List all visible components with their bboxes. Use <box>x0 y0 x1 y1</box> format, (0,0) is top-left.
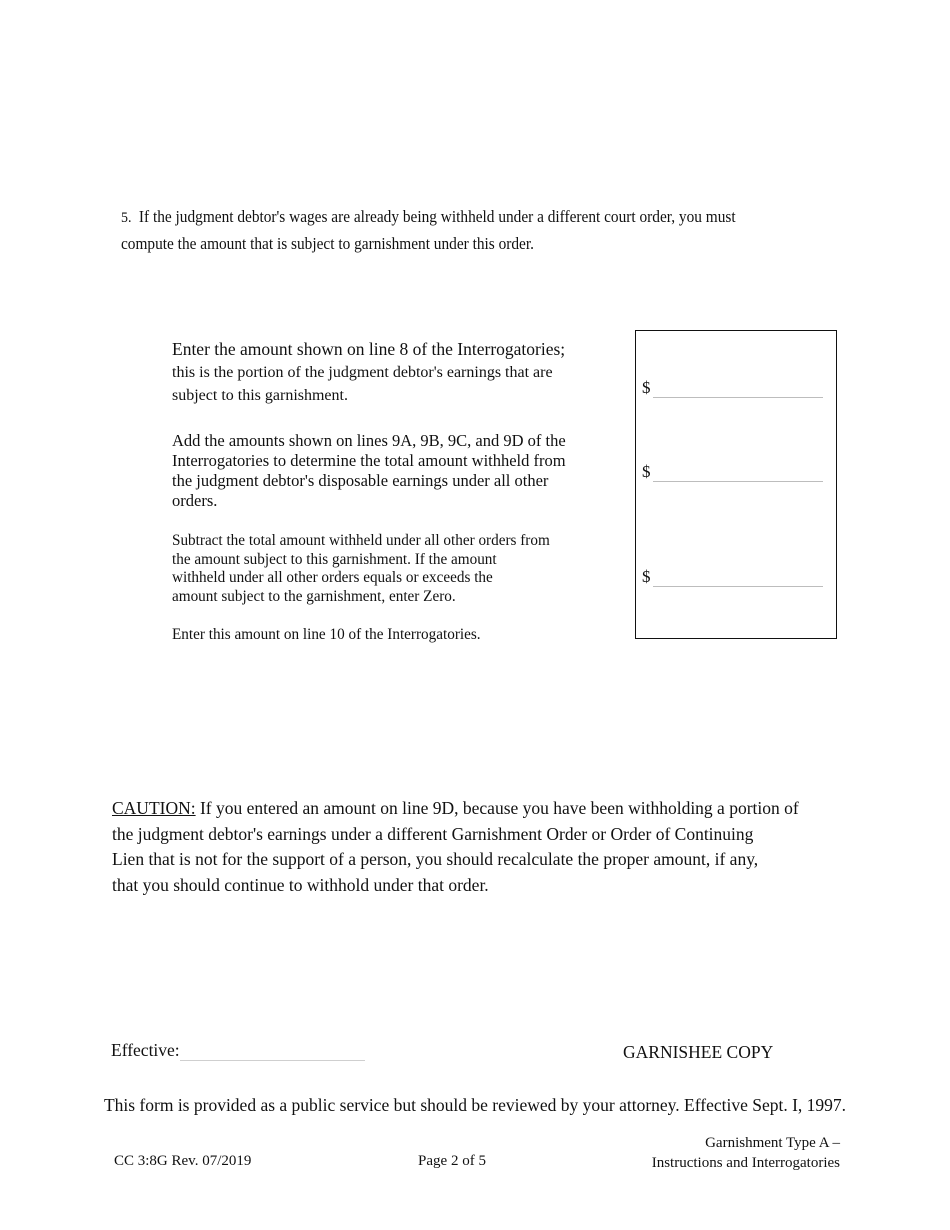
form-type-line-2: Instructions and Interrogatories <box>651 1155 840 1171</box>
caution-line: that you should continue to withhold under that order. <box>112 874 489 895</box>
instruction-step-2-line: orders. <box>172 491 218 510</box>
item-5-number: 5. <box>121 210 132 226</box>
instruction-step-1 <box>172 338 612 407</box>
amount-field-result[interactable] <box>642 567 823 587</box>
caution-line: Lien that is not for the support of a person, you should recalculate the proper amount, if any, <box>112 849 759 869</box>
form-type-line-1: Garnishment Type A – <box>705 1135 840 1151</box>
caution-label: CAUTION: <box>112 798 196 818</box>
dollar-sign: $ <box>642 378 651 397</box>
amount-input-line[interactable] <box>653 570 823 587</box>
item-5-paragraph <box>121 204 772 256</box>
dollar-sign: $ <box>642 567 651 586</box>
caution-line: If you entered an amount on line 9D, because you have been withholding a portion of <box>199 798 799 818</box>
amount-input-line[interactable] <box>653 381 823 398</box>
instruction-step-3 <box>172 532 590 606</box>
item-5-text-line-1: If the judgment debtor's wages are already being withheld under a different court order, you must <box>138 207 736 226</box>
instruction-step-2-line: Interrogatories to determine the total amount withheld from <box>172 451 566 470</box>
instruction-step-1-line: this is the portion of the judgment debtor's earnings that are <box>172 364 553 381</box>
instruction-step-3-line: withheld under all other orders equals or exceeds the <box>172 569 493 586</box>
dollar-sign: $ <box>642 462 651 481</box>
form-code: CC 3:8G Rev. 07/2019 <box>114 1153 252 1169</box>
instruction-step-1-line: subject to this garnishment. <box>172 387 348 404</box>
amount-input-line[interactable] <box>653 465 823 482</box>
caution-paragraph <box>112 796 832 898</box>
instruction-step-3-line: the amount subject to this garnishment. If the amount <box>172 550 497 568</box>
disclaimer: This form is provided as a public service but should be reviewed by your attorney. Effective Sept. I, 1997. <box>103 1095 847 1115</box>
effective-date-input[interactable] <box>180 1042 365 1061</box>
effective-field <box>111 1040 365 1061</box>
amount-field-subject[interactable] <box>642 378 823 398</box>
amount-box <box>635 330 837 639</box>
instruction-step-3-line: Subtract the total amount withheld under all other orders from <box>172 532 550 549</box>
effective-label: Effective: <box>111 1040 180 1060</box>
garnishee-copy-label: GARNISHEE COPY <box>623 1042 774 1062</box>
instruction-step-4: Enter this amount on line 10 of the Interrogatories. <box>172 626 481 643</box>
item-5-text-line-2: compute the amount that is subject to garnishment under this order. <box>121 234 534 253</box>
instruction-step-2-line: the judgment debtor's disposable earnings under all other <box>172 471 549 490</box>
form-type <box>652 1133 840 1173</box>
caution-line: the judgment debtor's earnings under a different Garnishment Order or Order of Continuing <box>112 823 754 844</box>
page-number: Page 2 of 5 <box>418 1153 486 1169</box>
instruction-step-3-line: amount subject to the garnishment, enter Zero. <box>172 587 456 605</box>
instruction-step-1-line: Enter the amount shown on line 8 of the Interrogatories; <box>172 339 566 359</box>
amount-field-withheld[interactable] <box>642 462 823 482</box>
instruction-step-2-line: Add the amounts shown on lines 9A, 9B, 9C, and 9D of the <box>172 431 566 450</box>
instruction-step-2 <box>172 431 612 511</box>
